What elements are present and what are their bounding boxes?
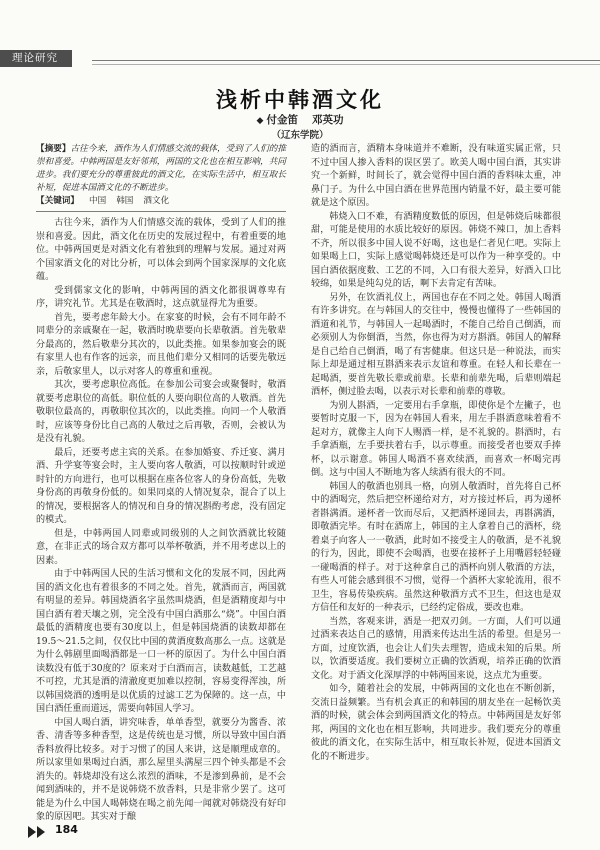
page-arrow-icon	[28, 826, 36, 838]
body-paragraph: 其次，要考虑职位高低。在参加公司宴会或聚餐时，敬酒就要考虑职位的高低。职位低的人要向职位高的人敬酒。首先敬职位最高的，再敬职位其次的，以此类推。向同一个人敬酒时，应该等身份比自己高的人敬过之后再敬，否则，会被认为是没有礼貌。	[36, 380, 286, 444]
keyword: 酒文化	[143, 196, 170, 206]
body-paragraph: 韩国人的敬酒也别具一格，向别人敬酒时，首先将自己杯中的酒喝完，然后把空杯递给对方，对方接过杯后，再为递杯者斟满酒。递杯者一饮而尽后，又把酒杯递回去，再斟满酒，即敬酒完毕。有时在酒席上，韩国的主人拿着自己的酒杯，绕着桌子向客人一一敬酒，此时如不接受主人的敬酒，是不礼貌的行为，因此，即使不会喝酒，也要在接杯子上用嘴唇轻轻碰一碰喝酒的样子。对于这种拿自己的酒杯向别人敬酒的方法，有些人可能会感到很不习惯，觉得一个酒杯大家轮流用，很不卫生，容易传染疾病。虽然这种敬酒方式不卫生，但这也是双方信任和友好的一种表示，已经约定俗成，要改也难。	[311, 481, 561, 613]
body-paragraph: 如今，随着社会的发展，中韩两国的文化也在不断创新，交流日益频繁。当有机会真正的和韩国的朋友坐在一起畅饮美酒的时候，就会体会到两国酒文化的特点。中韩两国是友好邻邦，两国的文化也在相互影响，共同进步。我们要充分的尊重彼此的酒文化，在实际生活中，相互取长补短，促进本国酒文化的不断进步。	[311, 684, 561, 762]
header-divider-secondary	[92, 64, 600, 65]
section-label: 理论研究	[0, 50, 72, 67]
page-number: 184	[55, 823, 78, 836]
left-column	[36, 143, 286, 822]
author-2: 邓英功	[311, 114, 344, 126]
article-title: 浅析中韩酒文化	[216, 88, 384, 112]
keywords-label: 【关键词】	[36, 196, 79, 206]
body-paragraph: 受到儒家文化的影响，中韩两国的酒文化都很调尊卑有序，讲究礼节。尤其是在敬酒时，这点就显得尤为重要。	[36, 285, 286, 309]
keyword: 中国	[88, 196, 107, 206]
article-authors	[0, 112, 600, 127]
keyword: 韩国	[116, 196, 134, 206]
right-column	[311, 143, 561, 815]
body-paragraph: 首先，要考虑年龄大小。在家宴的时候，会有不同年龄不同辈分的亲戚聚在一起，敬酒时晚辈要向长辈敬酒。首先敬辈分最高的，然后敬辈分其次的，以此类推。如果参加宴会的既有家里人也有作客的远亲，而且他们辈分又相同的话要先敬远亲，后敬家里人，以示对客人的尊重和重视。	[36, 312, 286, 377]
abstract-label: 【摘要】	[36, 144, 71, 154]
author-affiliation: （辽东学院）	[271, 130, 329, 141]
body-paragraph: 最后，还要考虑主宾的关系。在参加婚宴、乔迁宴、满月酒、升学宴等宴会时，主人要向客人敬酒，可以按顺时针或逆时针的方向进行，也可以根据在座各位客人的身份高低，先敬身份高的再敬身份低的。如果同桌的人情况复杂，混合了以上的情况，要根据客人的情况和自身的情况斟酌考虑，没有固定的模式。	[36, 447, 286, 525]
body-paragraph: 古往今来，酒作为人们情感交流的载体，受到了人们的推崇和喜爱。因此，酒文化在历史的发展过程中，有着重要的地位。中韩两国更是对酒文化有着独到的理解与发展。通过对两个国家酒文化的对比分析，可以体会到两个国家深厚的文化底蕴。	[36, 218, 286, 282]
body-paragraph: 但是，中韩两国人同辈或同级别的人之间饮酒就比较随意，在非正式的场合双方都可以举杯敬酒，并不用考虑以上的因素。	[36, 528, 286, 566]
body-paragraph: 当然，客观来讲，酒是一把双刃剑。一方面，人们可以通过酒来表达自己的感情，用酒来传达出生活的希望。但是另一方面，过度饮酒，也会让人们失去理智，造成未知的后果。所以，饮酒要适度。我们要树立正确的饮酒观，培养正确的饮酒文化。对于酒文化深厚浮的中韩两国来说，这点尤为重要。	[311, 616, 561, 681]
keywords	[36, 195, 286, 208]
body-paragraph: 为别人斟酒，一定要用右手拿瓶，即使你是个左撇子，也要暂时克服一下，因为在韩国人看来，用左手斟酒意味着看不起对方，就像主人向下人赐酒一样，是不礼貌的。斟酒时，右手拿酒瓶，左手要扶着右手，以示尊重。而接受者也要双手捧杯，以示谢意。韩国人喝酒不喜欢续酒，而喜欢一杯喝完再倒。这与中国人不断地为客人续酒有很大的不同。	[311, 400, 561, 478]
page-arrow-icon	[37, 826, 45, 838]
header-divider	[92, 60, 600, 61]
abstract	[36, 143, 286, 195]
body-paragraph: 由于中韩两国人民的生活习惯和文化的发展不同，因此两国的酒文化也有着很多的不同之处。首先，就酒而言，两国就有明显的差异。韩国烧酒名字虽然叫烧酒，但是酒精度却与中国白酒有着天壤之别，完全没有中国白酒那么“烧”。中国白酒最低的酒精度也要有30度以上，但是韩国烧酒的读数却都在19.5～21.5之间，仅仅比中国的黄酒度数高那么一点。这就是为什么韩剧里面喝酒都是一口一杯的原因了。为什么中国白酒读数没有低于30度的？原来对于白酒而言，读数越低，工艺越不可控，尤其是酒的清澈度更加难以控制，容易变得浑浊，所以韩国烧酒的透明是以优质的过滤工艺为保障的。这一点，中国白酒任重而道远，需要向韩国人学习。	[36, 569, 286, 714]
abstract-block	[36, 143, 286, 212]
body-paragraph: 另外，在饮酒礼仪上，两国也存在不同之处。韩国人喝酒有许多讲究。在与韩国人的交往中，慢慢也懂得了一些韩国的酒道和礼节，与韩国人一起喝酒时，不能自己给自己倒酒，而必须别人为你倒酒，当然，你也得为对方斟酒。韩国人的解释是自己给自己倒酒，喝了有害健康。但这只是一种说法，而实际上却是通过相互斟酒来表示友谊和尊重。在轻人和长辈在一起喝酒，要首先敬长辈或前辈。长辈和前辈先喝，后辈则端起酒杯，侧过脸去喝，以表示对长辈和前辈的尊敬。	[311, 292, 561, 397]
body-paragraph: 中国人喝白酒，讲究味香，单单香型，就要分为酱香、浓香、清香等多种香型，这是传统也是习惯，所以导致中国白酒香料放得比较多。对于习惯了的国人来讲，这是顺理成章的。所以家里如果喝过白酒，那么屋里头满屋三四个钟头都是不会消失的。韩烧却没有这么浓烈的酒味，不是渗到鼻前，是不会闻到酒味的，并不是说韩烧不放香料，只是非常少罢了。这可能是为什么中国人喝韩烧在喝之前先闻一闻就对韩烧没有好印象的原因吧。其实对于酿	[36, 717, 286, 822]
abstract-text: 古往今来，酒作为人们情感交流的载体，受到了人们的推崇和喜爱。中韩两国是友好邻邦，两国的文化也在相互影响，共同进步。我们要充分的尊重彼此的酒文化，在实际生活中，相互取长补短，促进本国酒文化的不断进步。	[36, 144, 286, 193]
author-1: 付金笛	[266, 114, 298, 126]
body-paragraph-continued: 造的酒而言，酒精本身味道并不难断，没有味道实属正常，只不过中国人掺入香料的误区罢了。欧美人喝中国白酒，其实讲究一个新鲜，时间长了，就会觉得中国白酒的香料味太重，冲鼻门子。为什么中国白酒在世界范围内销量不好，最主要可能就是这个原因。	[311, 144, 561, 208]
body-paragraph: 韩烧入口不难，有酒精度数低的原因，但是韩烧后味都很甜，可能是使用的水质比较好的原因。韩烧不辣口，加上香料不齐，所以很多中国人说不好喝，这也是仁者见仁吧。实际上如果喝上口，实际上感觉喝韩烧还是可以作为一种享受的。中国白酒依据度数、工艺的不同，入口有很大差异，好酒入口比较绵，如果是纯勾兑的话，啊下去肯定有苦味。	[311, 211, 561, 289]
diamond-icon: ◆	[256, 116, 264, 126]
